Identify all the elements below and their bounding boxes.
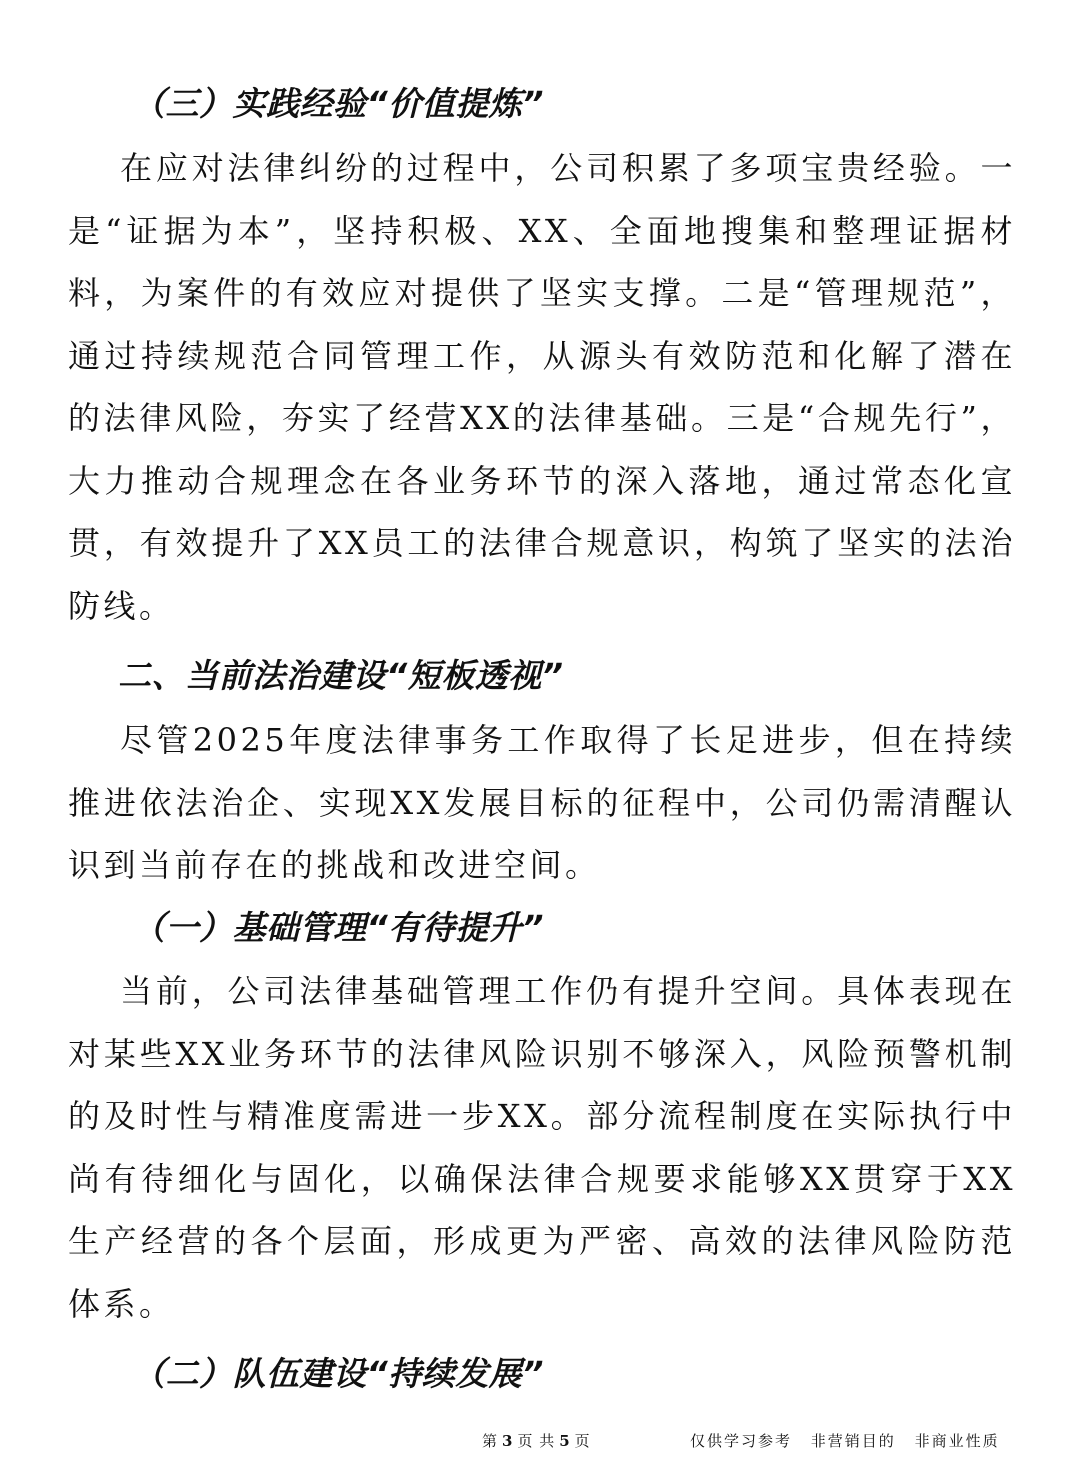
total-pages: 5: [559, 1432, 571, 1450]
notice-non-commercial: 非商业性质: [914, 1432, 1000, 1450]
subsection-1-heading: （一）基础管理“有待提升”: [132, 908, 545, 947]
part-2-heading: 二、当前法治建设“短板透视”: [118, 656, 564, 695]
subsection-2-heading: （二）队伍建设“持续发展”: [132, 1354, 545, 1393]
notice-study-only: 仅供学习参考: [690, 1432, 793, 1450]
subsection-1-body: 当前，公司法律基础管理工作仍有提升空间。具体表现在对某些XX业务环节的法律风险识别不够深入，风险预警机制的及时性与精准度需进一步XX。部分流程制度在实际执行中尚有待细化与固化，以确保法律合规要求能够XX贯穿于XX生产经营的各个层面，形成更为严密、高效的法律风险防范体系。: [68, 972, 1016, 1323]
section-3-body: 在应对法律纠纷的过程中，公司积累了多项宝贵经验。一是“证据为本”，坚持积极、XX、全面地搜集和整理证据材料，为案件的有效应对提供了坚实支撑。二是“管理规范”，通过持续规范合同管理工作，从源头有效防范和化解了潜在的法律风险，夯实了经营XX的法律基础。三是“合规先行”，大力推动合规理念在各业务环节的深入落地，通过常态化宣贯，有效提升了XX员工的法律合规意识，构筑了坚实的法治防线。: [68, 149, 1016, 625]
page-number: [482, 1426, 591, 1456]
current-page: 3: [502, 1432, 514, 1450]
page-middle: 页 共: [517, 1432, 556, 1450]
footer-notice: [690, 1426, 1012, 1456]
page-suffix: 页: [574, 1432, 591, 1450]
page-prefix: 第: [482, 1432, 499, 1450]
part-2-intro: 尽管2025年度法律事务工作取得了长足进步，但在持续推进依法治企、实现XX发展目标的征程中，公司仍需清醒认识到当前存在的挑战和改进空间。: [68, 721, 1016, 884]
section-3-heading: （三）实践经验“价值提炼”: [132, 84, 545, 123]
notice-non-marketing: 非营销目的: [810, 1432, 896, 1450]
